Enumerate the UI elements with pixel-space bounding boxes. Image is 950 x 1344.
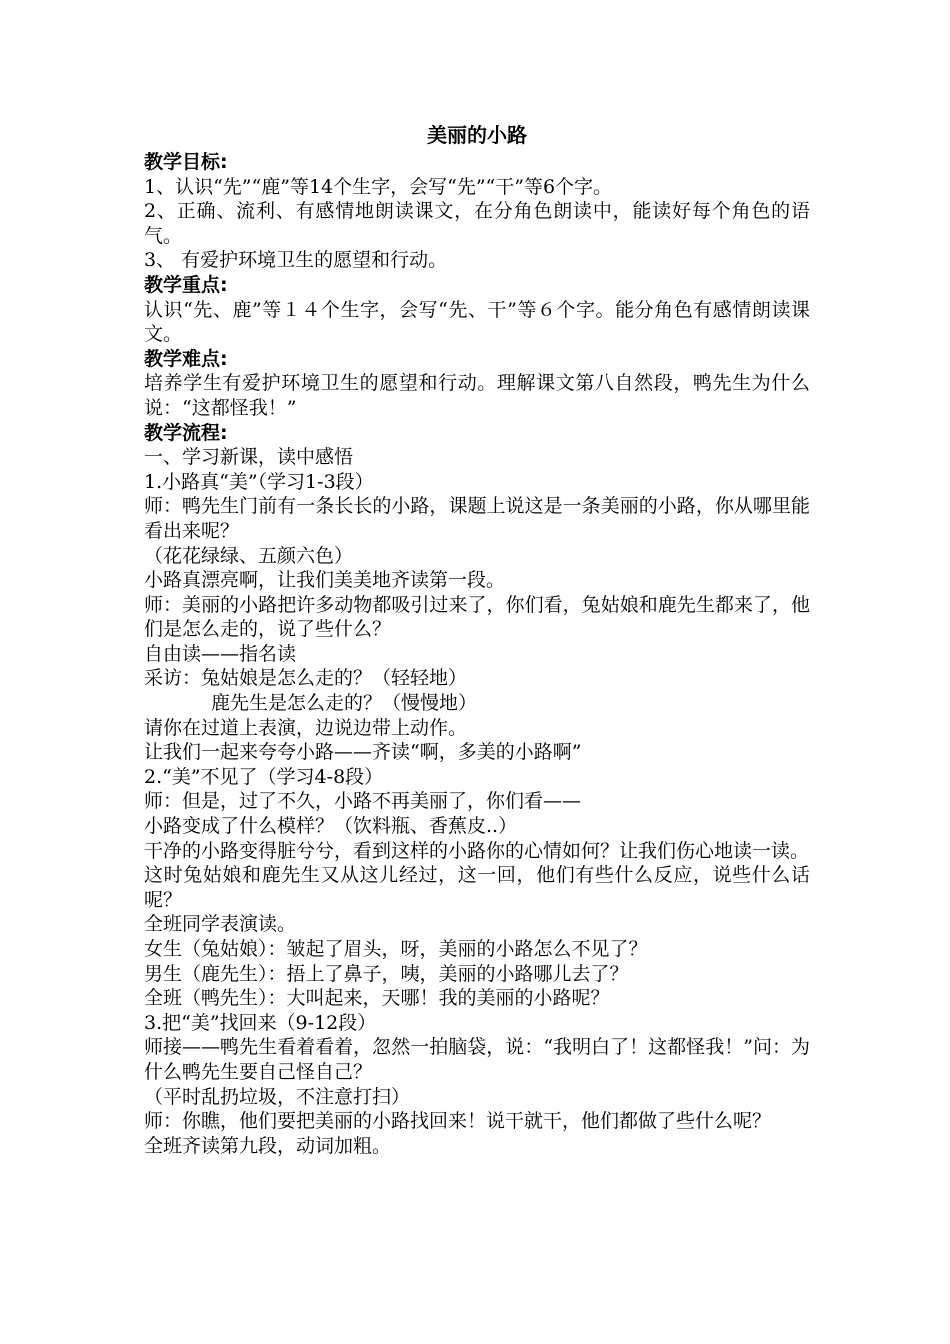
process-line: 男生（鹿先生）：捂上了鼻子，咦，美丽的小路哪儿去了？	[144, 962, 629, 985]
process-line: 鹿先生是怎么走的？（慢慢地）	[211, 692, 478, 715]
goal-item-1: 1、认识“先”“鹿”等14个生字，会写“先”“干”等6个字。	[144, 175, 613, 198]
process-line: 师：你瞧，他们要把美丽的小路找回来！说干就干，他们都做了些什么呢？	[144, 1110, 772, 1133]
process-line: 女生（兔姑娘）：皱起了眉头，呀，美丽的小路怎么不见了？	[144, 938, 648, 960]
process-line: 师：但是，过了不久，小路不再美丽了，你们看——	[144, 790, 582, 813]
goal-item-2: 2、正确、流利、有感情地朗读课文，在分角色朗读中，能读好每个角色的语气。	[144, 200, 810, 247]
process-line: 师接——鸭先生看着看着，忽然一拍脑袋，说：“我明白了！这都怪我！”问：为什么鸭先生要自己怪自己？	[144, 1036, 810, 1083]
process-line: 一、学习新课，读中感悟	[144, 446, 354, 469]
process-line: 采访：兔姑娘是怎么走的？（轻轻地）	[144, 667, 468, 690]
process-line: 这时兔姑娘和鹿先生又从这儿经过，这一回，他们有些什么反应，说些什么话呢？	[144, 864, 810, 911]
difficulties-text: 培养学生有爱护环境卫生的愿望和行动。理解课文第八自然段，鸭先生为什么说：“这都怪我！”	[144, 372, 810, 419]
document-page	[144, 121, 810, 1158]
process-line: （平时乱扔垃圾，不注意打扫）	[144, 1085, 411, 1108]
process-line: 全班齐读第九段，动词加粗。	[144, 1134, 392, 1157]
process-line: 干净的小路变得脏兮兮，看到这样的小路你的心情如何？让我们伤心地读一读。	[144, 839, 810, 862]
heading-goals: 教学目标:	[144, 151, 228, 173]
process-line: 请你在过道上表演，边说边带上动作。	[144, 716, 468, 739]
process-line: 让我们一起来夸夸小路——齐读“啊，多美的小路啊”	[144, 741, 582, 764]
key-points-text: 认识“先、鹿”等１４个生字，会写“先、干”等６个字。能分角色有感情朗读课文。	[144, 298, 810, 346]
process-line: 2.“美”不见了（学习4-8段）	[144, 765, 384, 788]
process-line: （花花绿绿、五颜六色）	[144, 544, 354, 567]
heading-difficulties: 教学难点:	[144, 347, 228, 370]
process-line: 自由读——指名读	[144, 642, 297, 665]
heading-process: 教学流程:	[144, 421, 228, 444]
process-line: 小路变成了什么模样？（饮料瓶、香蕉皮..）	[144, 815, 518, 838]
process-line: 全班同学表演读。	[144, 913, 297, 936]
process-line: 小路真漂亮啊，让我们美美地齐读第一段。	[144, 569, 506, 592]
heading-key-points: 教学重点:	[144, 273, 228, 296]
goal-item-3: 3、 有爱护环境卫生的愿望和行动。	[144, 249, 448, 272]
process-line: 3.把“美”找回来（9-12段）	[144, 1011, 377, 1034]
process-line: 全班（鸭先生）：大叫起来，天哪！我的美丽的小路呢？	[144, 987, 610, 1010]
process-line: 师：鸭先生门前有一条长长的小路，课题上说这是一条美丽的小路，你从哪里能看出来呢？	[144, 495, 810, 542]
process-line: 师：美丽的小路把许多动物都吸引过来了，你们看，兔姑娘和鹿先生都来了，他们是怎么走的，说了些什么？	[144, 593, 810, 641]
process-line: 1.小路真“美”（学习1-3段）	[144, 470, 374, 493]
document-title: 美丽的小路	[427, 123, 527, 147]
